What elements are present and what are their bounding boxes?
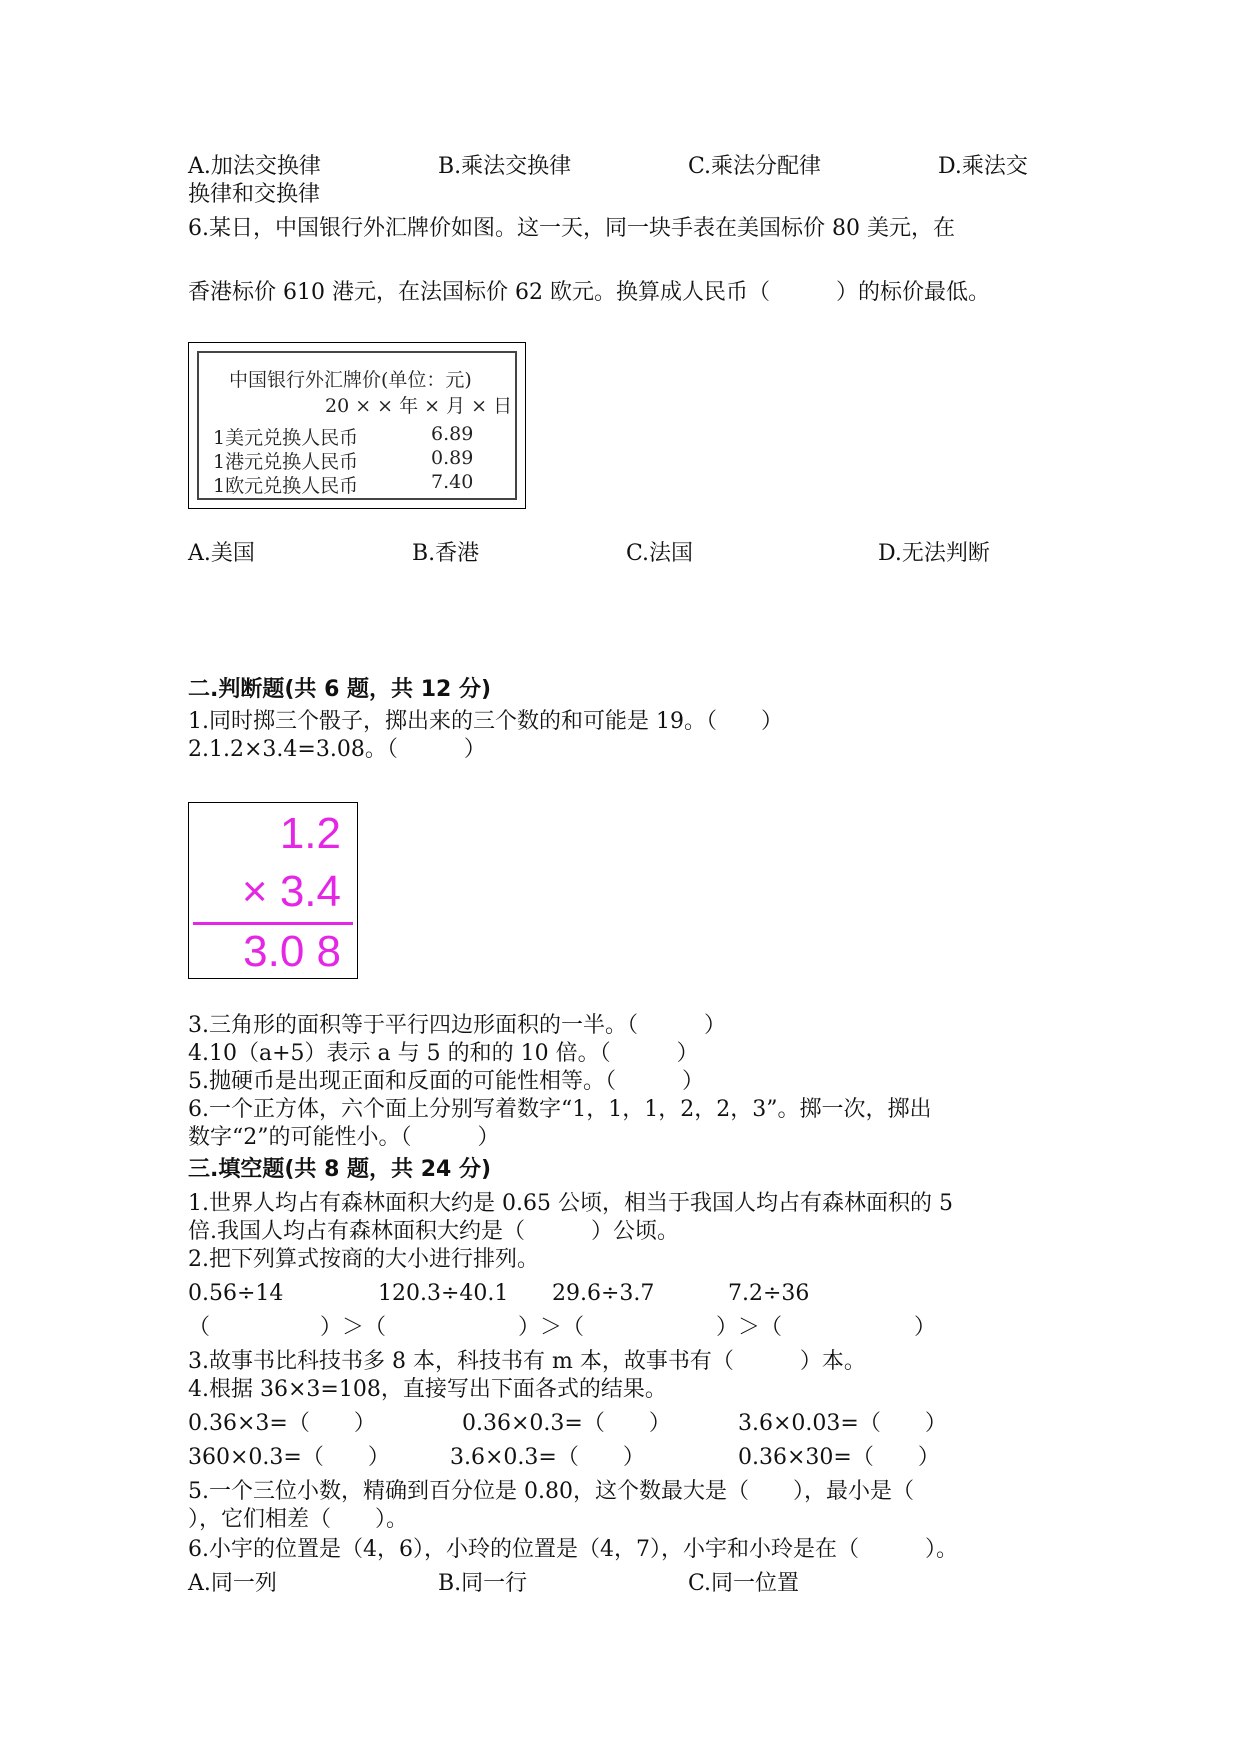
fill-q5-line1: 5.一个三位小数，精确到百分位是 0.80，这个数最大是（ ），最小是（: [188, 1479, 914, 1504]
q5-option-d-continued: 换律和交换律: [188, 182, 321, 207]
q6-option-c: C.法国: [626, 541, 694, 566]
fill-q6-option-b: B.同一行: [438, 1571, 528, 1596]
calc-item: 360×0.3=（ ）: [188, 1445, 390, 1470]
judge-q1: 1.同时掷三个骰子，掷出来的三个数的和可能是 19。（ ）: [188, 709, 783, 734]
order-blanks: （ ）＞（ ）＞（ ）＞（ ）: [188, 1315, 937, 1340]
calc-item: 0.36×3=（ ）: [188, 1411, 376, 1436]
multiplication-figure: [188, 802, 358, 979]
exchange-row-value: 0.89: [431, 447, 474, 469]
calc-multiplier: × 3.4: [241, 867, 341, 916]
calc-underline: [193, 922, 353, 925]
exchange-row-value: 6.89: [431, 423, 474, 445]
judge-q2: 2.1.2×3.4=3.08。（ ）: [188, 737, 486, 762]
calc-item: 3.6×0.3=（ ）: [450, 1445, 645, 1470]
judge-q5: 5.抛硬币是出现正面和反面的可能性相等。（ ）: [188, 1069, 704, 1094]
calc-item: 0.36×0.3=（ ）: [462, 1411, 671, 1436]
calc-multiplicand: 1.2: [279, 809, 341, 858]
expression: 29.6÷3.7: [552, 1281, 655, 1306]
fill-q6: 6.小宇的位置是（4，6），小玲的位置是（4，7），小宇和小玲是在（ ）。: [188, 1537, 958, 1562]
exchange-rate-frame: [197, 351, 517, 500]
exchange-rate-figure: [188, 342, 526, 509]
fill-q2: 2.把下列算式按商的大小进行排列。: [188, 1247, 539, 1272]
calc-result: 3.0 8: [243, 927, 341, 976]
expression: 120.3÷40.1: [378, 1281, 509, 1306]
exchange-rate-date: 20 × × 年 × 月 × 日: [325, 395, 513, 417]
judge-q3: 3.三角形的面积等于平行四边形面积的一半。（ ）: [188, 1013, 726, 1038]
fill-q4: 4.根据 36×3=108，直接写出下面各式的结果。: [188, 1377, 667, 1402]
q6-text-line1: 6.某日，中国银行外汇牌价如图。这一天，同一块手表在美国标价 80 美元，在: [188, 216, 955, 241]
q5-option-c: C.乘法分配律: [688, 154, 822, 179]
fill-q1-line2: 倍.我国人均占有森林面积大约是（ ）公顷。: [188, 1219, 679, 1244]
calc-item: 3.6×0.03=（ ）: [738, 1411, 947, 1436]
exchange-row-label: 1港元兑换人民币: [213, 451, 359, 473]
calc-item: 0.36×30=（ ）: [738, 1445, 940, 1470]
judge-q6-line2: 数字“2”的可能性小。（ ）: [188, 1125, 500, 1150]
fill-q1-line1: 1.世界人均占有森林面积大约是 0.65 公顷，相当于我国人均占有森林面积的 5: [188, 1191, 953, 1216]
q6-option-a: A.美国: [188, 541, 255, 566]
q6-option-b: B.香港: [412, 541, 480, 566]
q6-text-line2: 香港标价 610 港元，在法国标价 62 欧元。换算成人民币（ ）的标价最低。: [188, 280, 990, 305]
exchange-rate-title: 中国银行外汇牌价(单位：元): [229, 369, 472, 391]
fill-q6-option-c: C.同一位置: [688, 1571, 800, 1596]
expression: 7.2÷36: [728, 1281, 810, 1306]
q5-option-d: D.乘法交: [938, 154, 1028, 179]
section3-heading: 三.填空题(共 8 题，共 24 分): [188, 1157, 492, 1182]
expression: 0.56÷14: [188, 1281, 284, 1306]
section2-heading: 二.判断题(共 6 题，共 12 分): [188, 677, 492, 702]
judge-q4: 4.10（a+5）表示 a 与 5 的和的 10 倍。（ ）: [188, 1041, 699, 1066]
q6-option-d: D.无法判断: [878, 541, 990, 566]
fill-q6-option-a: A.同一列: [188, 1571, 277, 1596]
q5-option-a: A.加法交换律: [188, 154, 321, 179]
fill-q5-line2: ），它们相差（ ）。: [188, 1507, 409, 1532]
exchange-row-value: 7.40: [431, 471, 474, 493]
fill-q3: 3.故事书比科技书多 8 本，科技书有 m 本，故事书有（ ）本。: [188, 1349, 866, 1374]
exchange-row-label: 1欧元兑换人民币: [213, 475, 359, 497]
judge-q6-line1: 6.一个正方体，六个面上分别写着数字“1，1，1，2，2，3”。掷一次，掷出: [188, 1097, 932, 1122]
exchange-row-label: 1美元兑换人民币: [213, 427, 359, 449]
q5-option-b: B.乘法交换律: [438, 154, 572, 179]
